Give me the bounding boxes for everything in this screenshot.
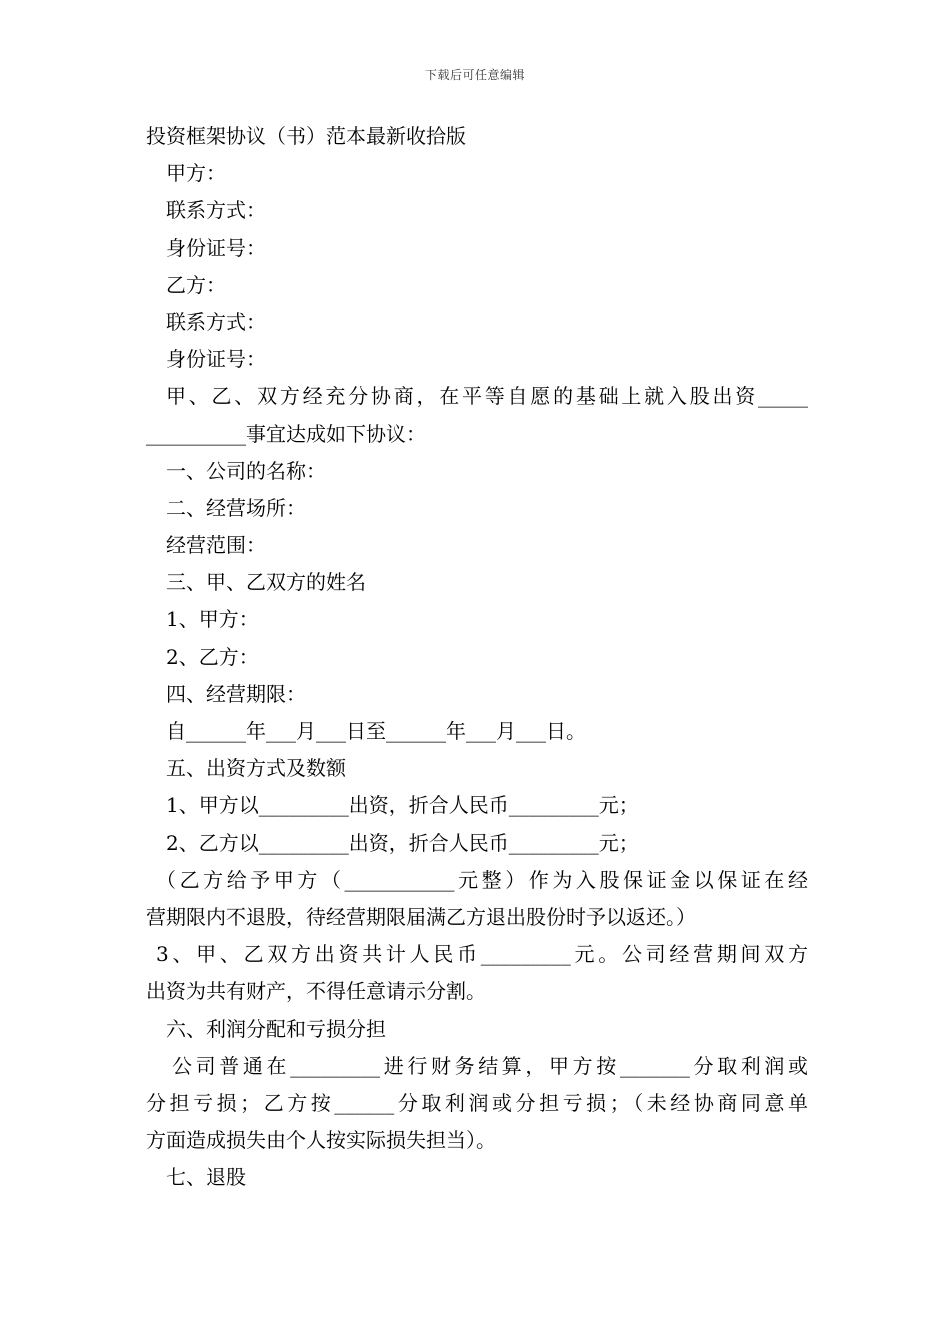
clause-line: 2、乙方以_________出资，折合人民币_________元； — [166, 830, 639, 855]
section-heading: 三、甲、乙双方的姓名 — [166, 570, 366, 595]
clause-line: （乙方给予甲方（___________元整）作为入股保证金以保证在经 — [156, 867, 808, 892]
clause-line: 方面造成损失由个人按实际损失担当）。 — [146, 1128, 496, 1153]
clause-line: 营期限内不退股，待经营期限届满乙方退出股份时予以返还。） — [146, 904, 696, 929]
party-a-label: 甲方： — [166, 161, 226, 186]
clause-line: 公司普通在_________进行财务结算，甲方按_______分取利润或 — [172, 1053, 808, 1078]
document-body — [146, 118, 808, 1196]
agreement-intro-line: __________事宜达成如下协议： — [146, 421, 426, 446]
clause-line: 分担亏损；乙方按______分取利润或分担亏损；（未经协商同意单 — [146, 1090, 808, 1115]
clause-line: 出资为共有财产，不得任意请示分割。 — [146, 979, 486, 1004]
party-a-id: 身份证号： — [166, 235, 266, 260]
section-heading: 七、退股 — [166, 1165, 246, 1190]
section-heading: 四、经营期限： — [166, 681, 306, 706]
section-heading: 五、出资方式及数额 — [166, 756, 346, 781]
clause-line: 3、甲、乙双方出资共计人民币_________元。公司经营期间双方 — [156, 942, 808, 967]
document-title: 投资框架协议（书）范本最新收拾版 — [146, 124, 466, 148]
clause-line: 1、甲方以_________出资，折合人民币_________元； — [166, 793, 639, 818]
header-note: 下载后可任意编辑 — [424, 68, 525, 82]
party-b-id: 身份证号： — [166, 347, 266, 372]
party-a-contact: 联系方式： — [166, 198, 266, 223]
section-heading: 六、利润分配和亏损分担 — [166, 1016, 386, 1041]
party-b-label: 乙方： — [166, 272, 226, 297]
section-heading: 二、经营场所： — [166, 495, 306, 520]
section-heading: 一、公司的名称： — [166, 458, 326, 483]
agreement-intro-line: 甲、乙、双方经充分协商，在平等自愿的基础上就入股出资_____ — [166, 384, 808, 409]
clause-line: 自______年___月___日至______年___月___日。 — [166, 719, 586, 743]
clause-line: 1、甲方： — [166, 607, 259, 632]
clause-line: 2、乙方： — [166, 644, 259, 669]
party-b-contact: 联系方式： — [166, 309, 266, 334]
clause-line: 经营范围： — [166, 533, 266, 558]
